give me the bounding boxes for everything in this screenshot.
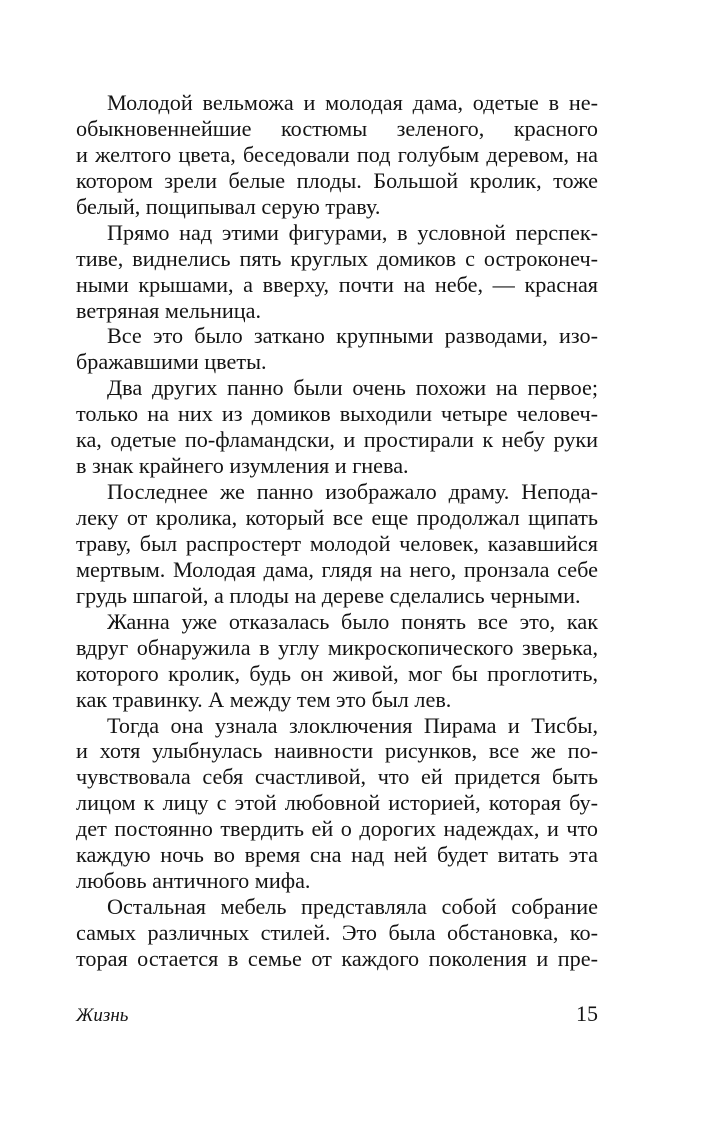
page-number: 15 — [576, 1001, 598, 1026]
text-line: Прямо над этими фигурами, в условной перспек- — [107, 219, 598, 245]
text-line: Все это было заткано крупными разводами, изо- — [107, 323, 598, 349]
text-line: ка, одетые по-фламандски, и простирали к небу руки — [76, 427, 598, 453]
text-line: вдруг обнаружила в углу микроскопического зверька, — [76, 634, 598, 660]
text-line: Последнее же панно изображало драму. Непода- — [107, 479, 598, 505]
text-line: дет постоянно твердить ей о дорогих надеждах, и что — [76, 816, 598, 842]
text-line: чувствовала себя счастливой, что ей придется быть — [76, 764, 598, 790]
text-line: Жанна уже отказалась было понять все это, как — [107, 608, 598, 634]
body-text — [76, 90, 598, 972]
text-line: траву, был распростерт молодой человек, казавшийся — [76, 530, 598, 556]
text-line: Тогда она узнала злоключения Пирама и Тисбы, — [107, 712, 598, 738]
text-line: Два других панно были очень похожи на первое; — [107, 375, 598, 401]
text-line: которого кролик, будь он живой, мог бы проглотить, — [76, 660, 598, 686]
text-line: самых различных стилей. Это была обстановка, ко- — [76, 920, 598, 945]
text-line: обыкновеннейшие костюмы зеленого, красного — [76, 115, 598, 141]
text-line: любовь античного мифа. — [76, 868, 311, 894]
text-line: и желтого цвета, беседовали под голубым деревом, на — [76, 141, 598, 167]
text-line: бражавшими цветы. — [76, 349, 267, 375]
running-footer-title: Жизнь — [76, 1005, 129, 1026]
text-line: торая остается в семье от каждого поколения и пре- — [76, 945, 598, 971]
text-line: белый, пощипывал серую траву. — [76, 193, 381, 219]
text-line: тиве, виднелись пять круглых домиков с остроконеч- — [76, 245, 598, 271]
text-line: и хотя улыбнулась наивности рисунков, все же по- — [76, 738, 598, 764]
text-line: лицом к лицу с этой любовной историей, которая бу- — [76, 790, 598, 816]
text-line: мертвым. Молодая дама, глядя на него, пронзала себе — [76, 556, 598, 582]
text-line: каждую ночь во время сна над ней будет витать эта — [76, 842, 598, 868]
text-line: ветряная мельница. — [76, 297, 262, 323]
text-line: Молодой вельможа и молодая дама, одетые в не- — [107, 90, 598, 115]
text-line: Остальная мебель представляла собой собрание — [107, 894, 598, 920]
text-line: леку от кролика, который все еще продолжал щипать — [76, 505, 598, 530]
text-line: котором зрели белые плоды. Большой кролик, тоже — [76, 167, 598, 193]
text-line: в знак крайнего изумления и гнева. — [76, 453, 409, 479]
text-line: только на них из домиков выходили четыре человеч- — [76, 401, 598, 427]
text-line: грудь шпагой, а плоды на дереве сделались черными. — [76, 582, 581, 608]
text-line: ными крышами, а вверху, почти на небе, — красная — [76, 271, 598, 297]
text-line: как травинку. А между тем это был лев. — [76, 686, 452, 712]
